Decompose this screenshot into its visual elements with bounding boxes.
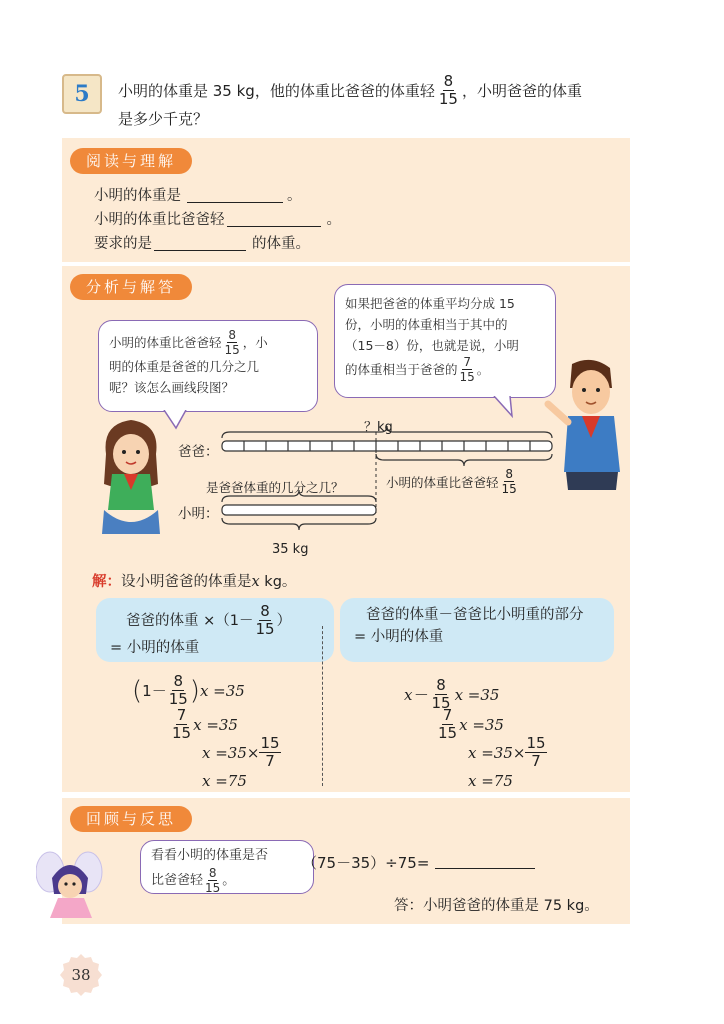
reading-panel xyxy=(62,138,630,262)
diagram-kid-weight: 35 kg xyxy=(272,542,309,557)
page-number: 38 xyxy=(71,966,91,984)
kid-bottom-brace xyxy=(222,518,376,530)
reading-lines: 小明的体重是 。 小明的体重比爸爸轻 。 要求的是 的体重。 xyxy=(94,184,341,256)
reading-line-3: 要求的是 xyxy=(94,236,152,252)
problem-text-2: ，小明爸爸的体重 xyxy=(461,81,582,100)
diagram-total-label: ？kg xyxy=(364,420,393,435)
reading-title: 阅读与理解 xyxy=(70,148,192,174)
lighter-brace xyxy=(376,454,552,466)
solve-prefix: 解： xyxy=(92,574,121,590)
problem-fraction: $\frac{8}{15}$ xyxy=(438,72,458,108)
problem-statement xyxy=(118,74,638,131)
blank-2[interactable] xyxy=(227,226,321,227)
kid-bar xyxy=(222,505,376,515)
method-divider xyxy=(322,626,323,786)
boy-speech-bubble: 如果把爸爸的体重平均分成 15 份，小明的体重相当于其中的 （15－8）份，也就是说，小明 的体重相当于爸爸的 $\frac{7}{15}$ 。 xyxy=(334,284,556,398)
blank-3[interactable] xyxy=(154,250,246,251)
dad-bar xyxy=(222,441,552,451)
angel-illustration xyxy=(36,848,112,922)
boy-bubble-tail xyxy=(492,396,522,418)
blank-1[interactable] xyxy=(187,202,283,203)
review-title: 回顾与反思 xyxy=(70,806,192,832)
girl-speech-bubble: 小明的体重比爸爸轻 $\frac{8}{15}$ ，小 明的体重是爸爸的几分之几 呢？该怎么画线段图？ xyxy=(98,320,318,412)
method-box-right: 爸爸的体重－爸爸比小明重的部分 = 小明的体重 xyxy=(340,598,614,662)
review-answer: 答：小明爸爸的体重是 75 kg。 xyxy=(394,898,599,914)
diagram-lighter-label: 小明的体重比爸爸轻 $\frac{8}{15}$ xyxy=(386,467,517,496)
girl-illustration xyxy=(96,414,166,538)
right-equations: x－ $\frac{8}{15}$ x =35 $\frac{7}{15}$ x =35 x =35× $\frac{15}{7}$ x =75 xyxy=(404,676,546,790)
left-equations: ( 1－ $\frac{8}{15}$ ) x =35 $\frac{7}{15}$ x =35 x =35× $\frac{15}{7}$ x =75 xyxy=(132,672,280,790)
analysis-title: 分析与解答 xyxy=(70,274,192,300)
review-check xyxy=(302,852,535,873)
problem-number: 5 xyxy=(62,74,102,114)
reading-line-2: 小明的体重比爸爸轻 xyxy=(94,212,225,228)
review-speech-bubble: 看看小明的体重是否 比爸爸轻 $\frac{8}{15}$ 。 xyxy=(140,840,314,894)
diagram-kid-label: 小明： xyxy=(178,506,219,522)
analysis-panel xyxy=(62,266,630,792)
method-box-left: 爸爸的体重 ×（1－ $\frac{8}{15}$ ） = 小明的体重 xyxy=(96,598,334,662)
boy-fraction: $\frac{7}{15}$ xyxy=(459,355,475,384)
solve-line: 解：设小明爸爸的体重是x kg。 xyxy=(92,574,297,590)
girl-fraction: $\frac{8}{15}$ xyxy=(224,328,240,357)
diagram-dad-label: 爸爸： xyxy=(178,444,219,460)
problem-text-3: 是多少千克？ xyxy=(118,110,209,128)
review-answer-blank[interactable] xyxy=(435,868,535,869)
review-check-expr: （75－35）÷75= xyxy=(302,854,430,872)
diagram-question-label: 是爸爸体重的几分之几？ xyxy=(206,480,344,495)
reading-line-1: 小明的体重是 xyxy=(94,188,181,204)
review-panel xyxy=(62,798,630,924)
problem-text-1: 小明的体重是 35 kg，他的体重比爸爸的体重轻 xyxy=(118,81,435,100)
